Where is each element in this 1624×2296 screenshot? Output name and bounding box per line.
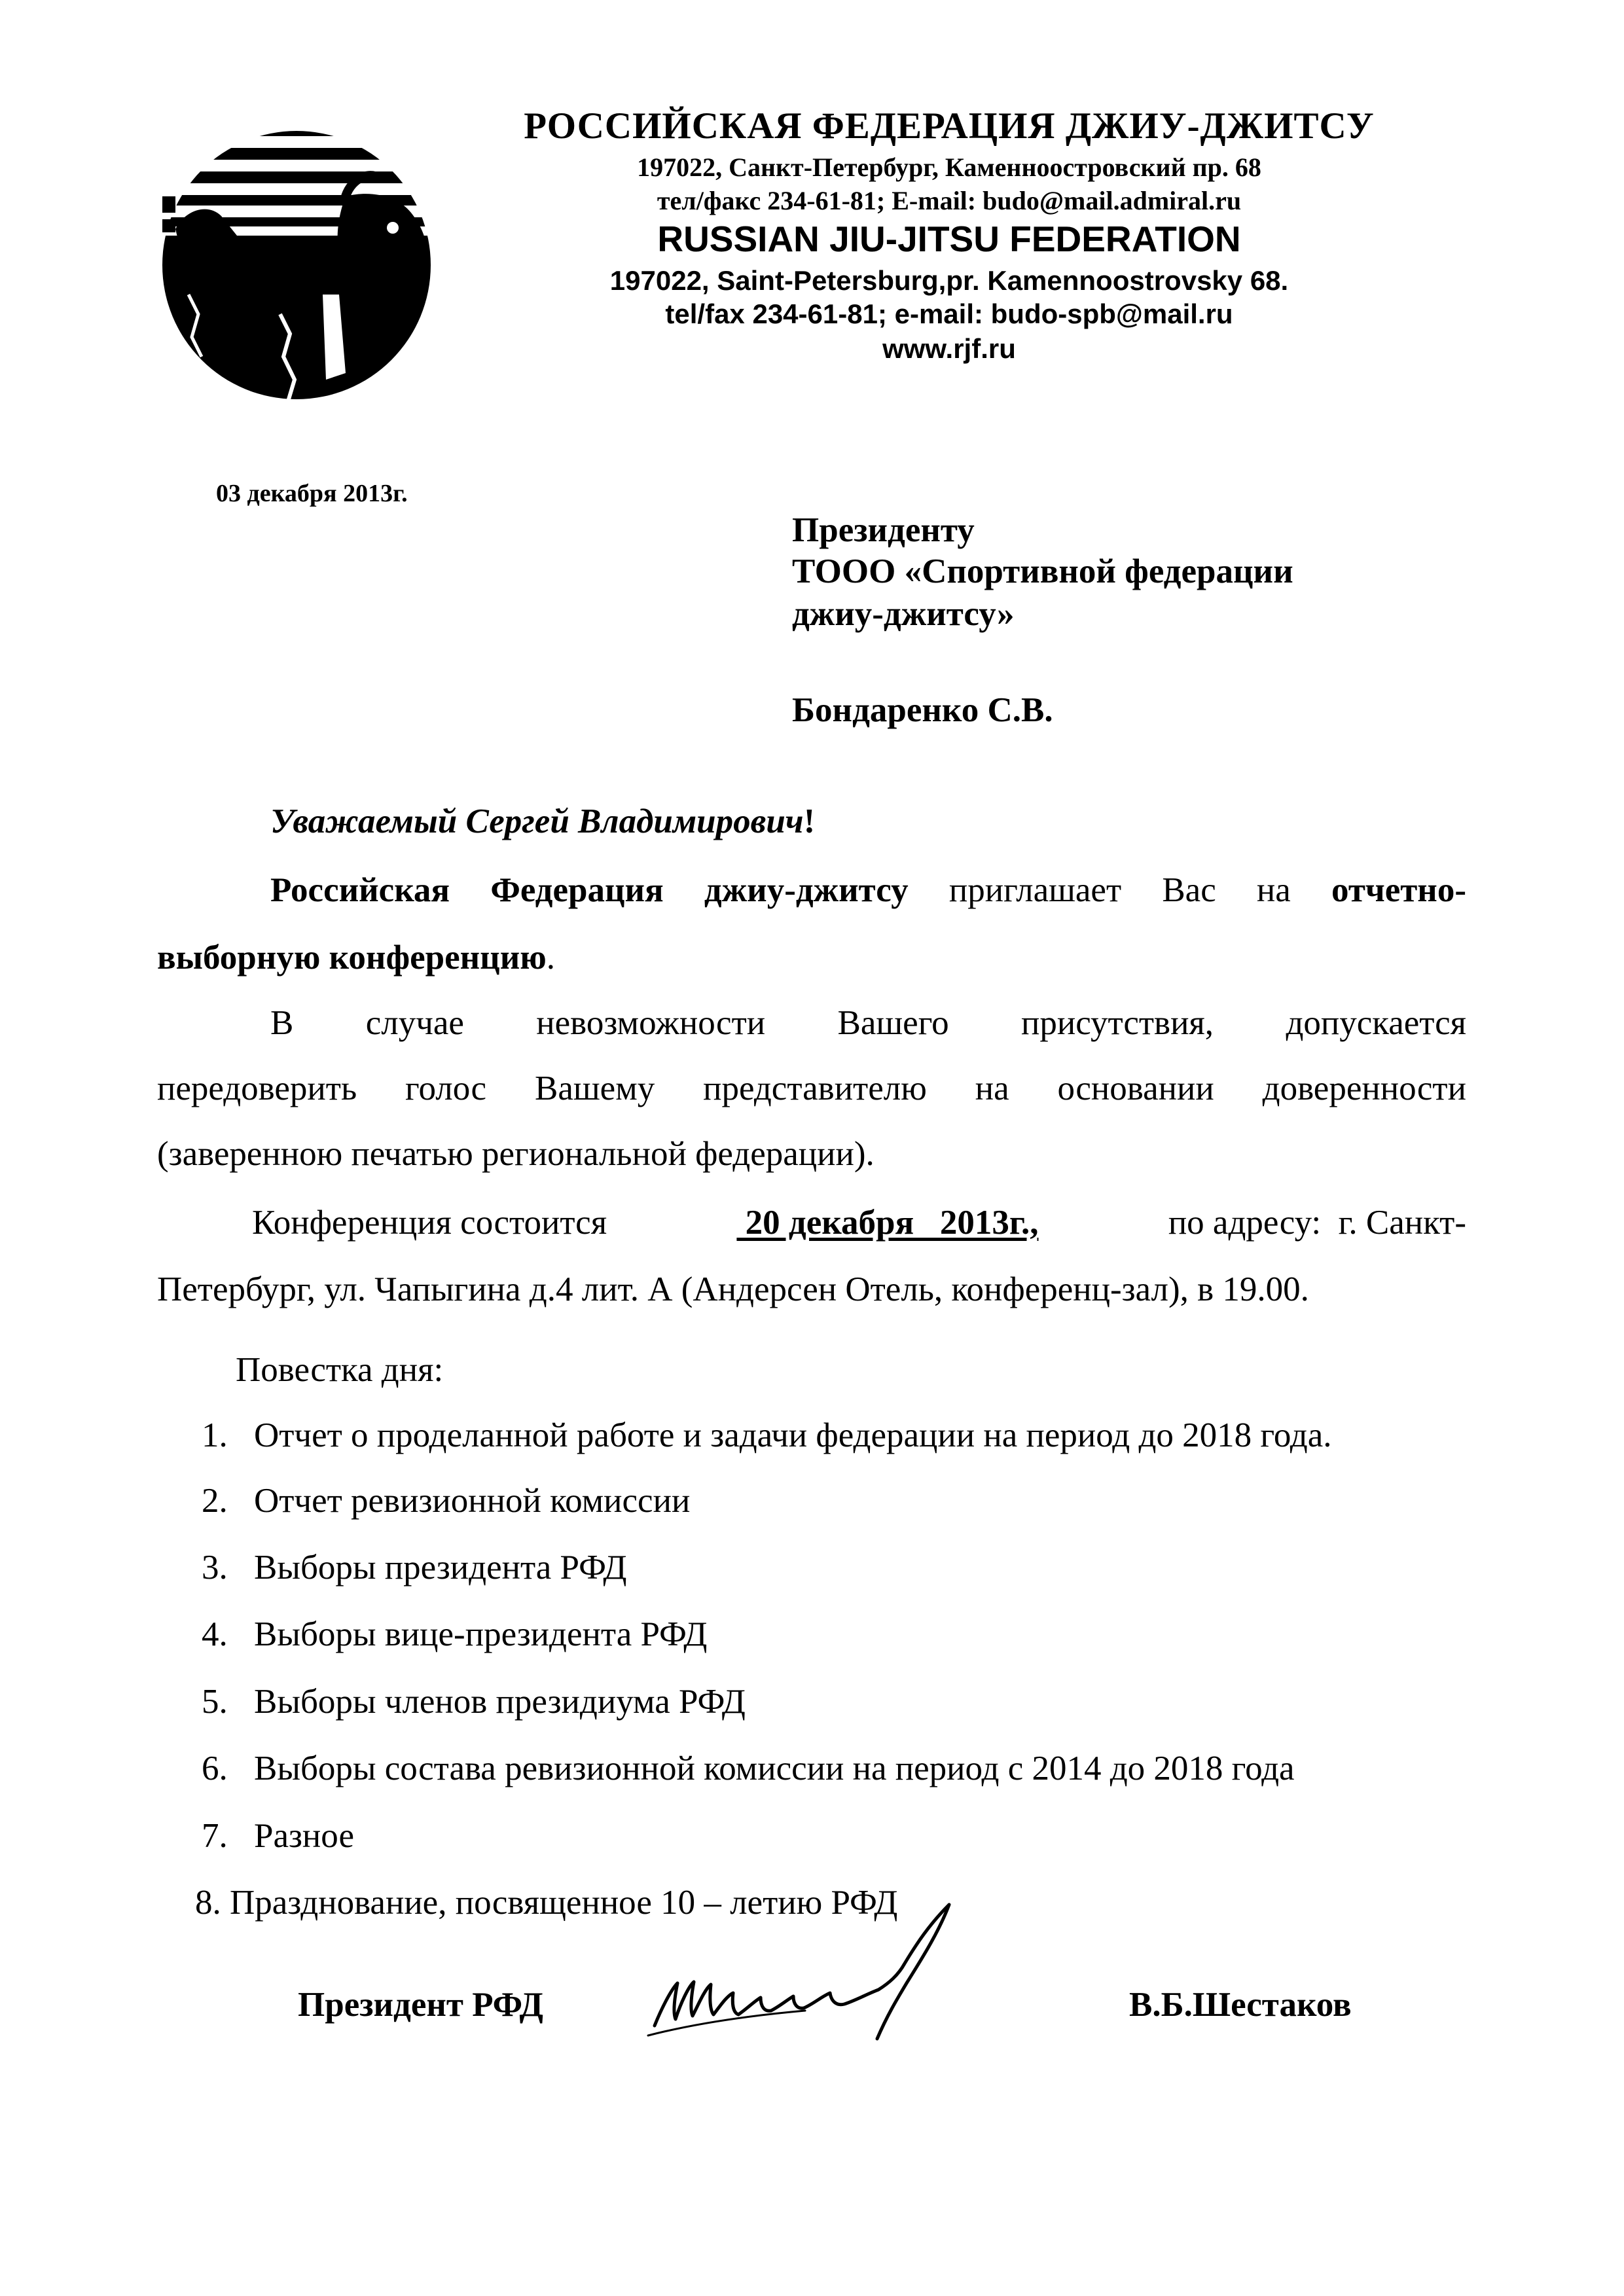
letterhead-title-en: RUSSIAN JIU-JITSU FEDERATION [657, 219, 1241, 259]
p1-event-2: выборную конференцию [157, 939, 547, 977]
agenda-item-text: Выборы членов президиума РФД [254, 1683, 746, 1721]
p2-l1-w3: невозможности [536, 1004, 766, 1042]
p1-org-2: джиу-джитсу [704, 871, 909, 909]
paragraph-2-line-1 [270, 1003, 1466, 1043]
salutation-punct: ! [803, 802, 816, 840]
addressee-line-2: ТООО «Спортивной федерации [792, 552, 1293, 590]
p2-l1-w4: Вашего [837, 1004, 949, 1042]
letterhead-website[interactable]: www.rjf.ru [882, 333, 1016, 364]
agenda-item-number: 6. [202, 1749, 228, 1787]
salutation [270, 802, 815, 841]
p2-l2-w3: Вашему [534, 1069, 655, 1107]
agenda-item-number: 2. [202, 1482, 228, 1520]
p3-start: Конференция состоится [252, 1204, 607, 1242]
handwritten-signature [641, 1885, 1008, 2055]
p2-l2-w4: представителю [703, 1069, 927, 1107]
letterhead-contacts-ru: тел/факс 234-61-81; E-mail: budo@mail.admiral.ru [657, 186, 1242, 215]
addressee-line-3: джиу-джитсу» [792, 595, 1015, 633]
agenda-item-number: 5. [202, 1683, 228, 1721]
letterhead-contacts-en: tel/fax 234-61-81; e-mail: budo-spb@mail.ru [665, 298, 1233, 329]
p2-l2-w1: передоверить [157, 1069, 357, 1107]
salutation-text: Уважаемый Сергей Владимирович [270, 802, 804, 840]
agenda-item [202, 1416, 1332, 1455]
p1-event-1: отчетно- [1331, 871, 1466, 909]
agenda-item-number: 7. [202, 1817, 228, 1855]
letter-date: 03 декабря 2013г. [216, 480, 408, 507]
p3-end: по адресу: г. Санкт- [1168, 1204, 1466, 1242]
agenda-item [202, 1481, 690, 1520]
bear-emblem-icon [149, 98, 444, 452]
agenda-item-text: Разное [254, 1817, 354, 1855]
p2-l2-w5: на [975, 1069, 1009, 1107]
letterhead-address-ru: 197022, Санкт-Петербург, Каменноостровский пр. 68 [637, 152, 1261, 182]
signatory-title: Президент РФД [298, 1986, 544, 2024]
p2-l1-w6: допускается [1286, 1004, 1466, 1042]
agenda-item-text: Отчет ревизионной комиссии [254, 1482, 691, 1520]
letterhead-address-en: 197022, Saint-Petersburg,pr. Kamennoostrovsky 68. [609, 265, 1289, 296]
p2-l1-w1: В [270, 1004, 294, 1042]
paragraph-1-line-2 [157, 938, 1466, 977]
agenda-item [202, 1682, 746, 1721]
p1-org: Российская Федерация [270, 871, 664, 909]
agenda-item-text: Празднование, посвященное 10 – летию РФД [230, 1884, 898, 1922]
agenda-item-text: Отчет о проделанной работе и задачи федерации на период до 2018 года. [254, 1416, 1332, 1454]
agenda-item [202, 1816, 354, 1856]
paragraph-1-line-1 [270, 870, 1466, 910]
paragraph-3-line-1 [252, 1203, 1466, 1242]
agenda-item [202, 1749, 1295, 1788]
paragraph-2-line-3: (заверенною печатью региональной федерации). [157, 1135, 875, 1173]
agenda-item-number: 4. [202, 1615, 228, 1653]
p2-l1-w5: присутствия, [1021, 1004, 1214, 1042]
letterhead-title-ru: РОССИЙСКАЯ ФЕДЕРАЦИЯ ДЖИУ-ДЖИТСУ [524, 105, 1375, 147]
agenda-item [202, 1615, 707, 1654]
p2-l1-w2: случае [365, 1004, 464, 1042]
agenda-item-number: 1. [202, 1416, 228, 1454]
agenda-item-text: Выборы президента РФД [254, 1549, 627, 1587]
p2-l2-w2: голос [405, 1069, 487, 1107]
agenda-heading: Повестка дня: [236, 1351, 444, 1389]
p1-end: . [546, 939, 555, 977]
addressee-line-1: Президенту [792, 511, 975, 549]
paragraph-3-line-2: Петербург, ул. Чапыгина д.4 лит. А (Андерсен Отель, конференц-зал), в 19.00. [157, 1270, 1309, 1308]
p2-l2-w6: основании [1057, 1069, 1214, 1107]
agenda-item-text: Выборы вице-президента РФД [254, 1615, 708, 1653]
conference-date: 20 декабря 2013г., [736, 1204, 1039, 1242]
signatory-name: В.Б.Шестаков [1129, 1986, 1352, 2024]
p2-l2-w7: доверенности [1262, 1069, 1466, 1107]
agenda-item-number: 8. [195, 1884, 221, 1922]
agenda-item-number: 3. [202, 1549, 228, 1587]
paragraph-2-line-2 [157, 1069, 1466, 1108]
agenda-item-text: Выборы состава ревизионной комиссии на период с 2014 до 2018 года [254, 1749, 1295, 1787]
addressee-name: Бондаренко С.В. [792, 691, 1053, 729]
agenda-item [202, 1548, 627, 1587]
p1-text: приглашает Вас на [948, 871, 1291, 909]
